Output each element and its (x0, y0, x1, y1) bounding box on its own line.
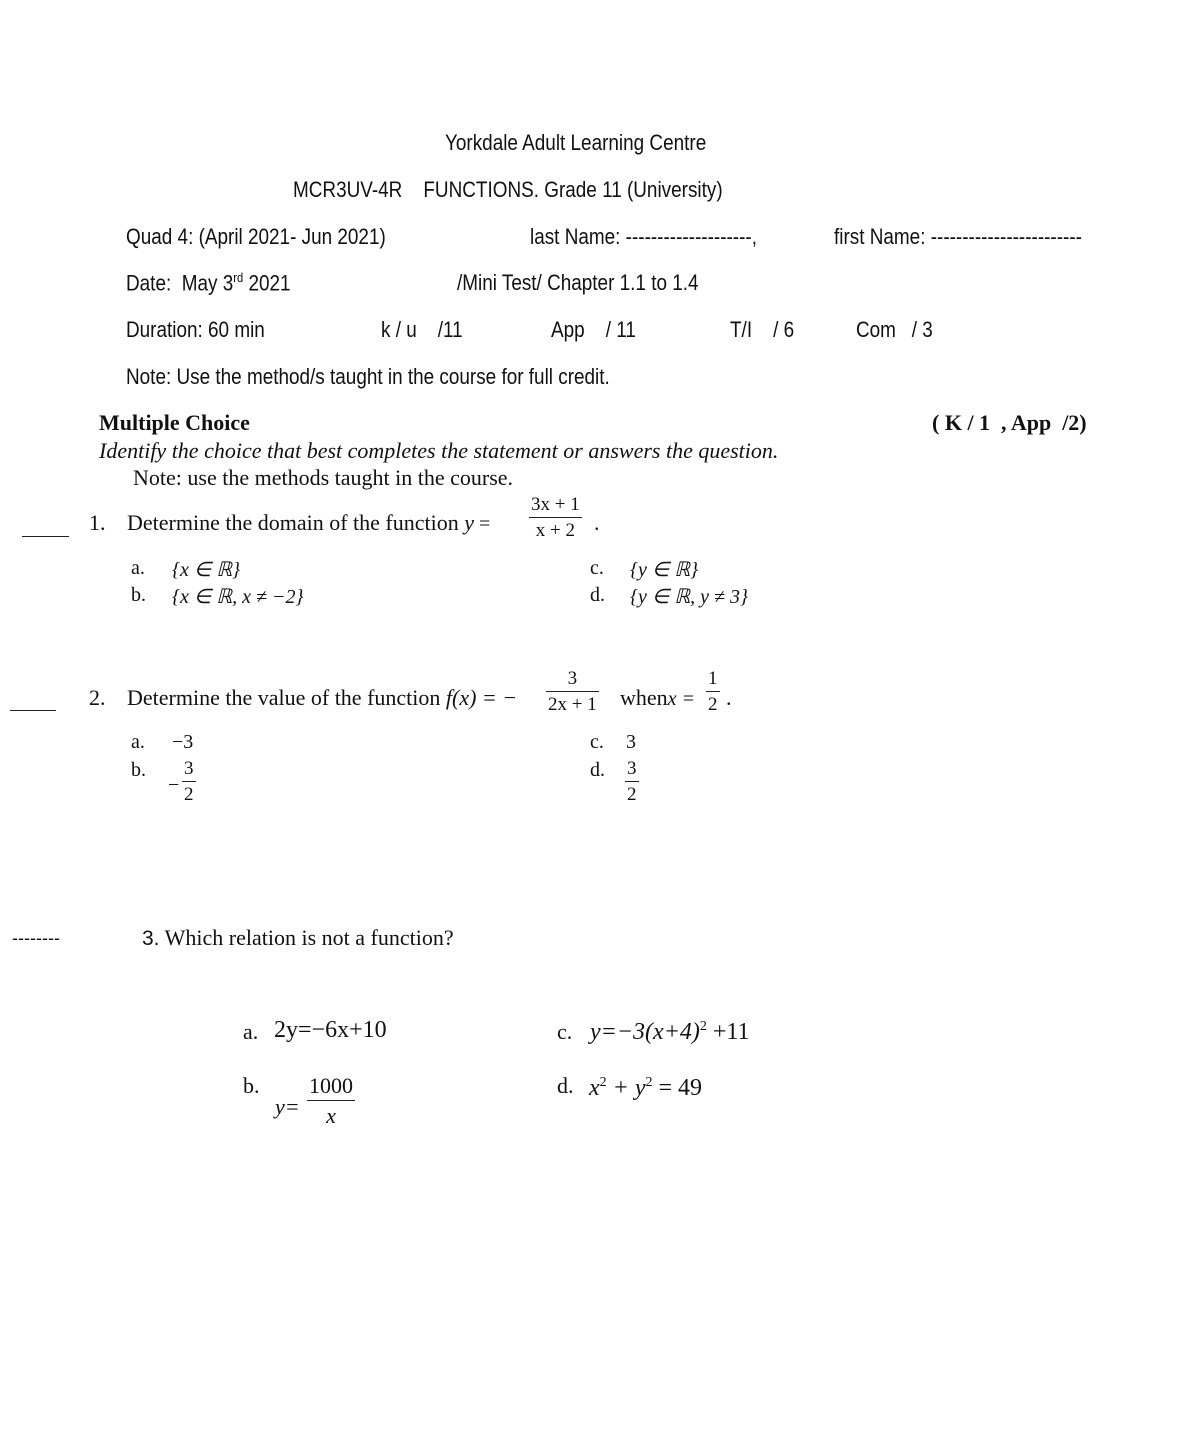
test-title: /Mini Test/ Chapter 1.1 to 1.4 (457, 270, 699, 295)
q3-option-d-label: d. (557, 1073, 574, 1098)
q2-option-a[interactable]: −3 (172, 731, 194, 753)
q2-option-d[interactable] (625, 758, 639, 806)
q3-question: Which relation is not a function? (159, 925, 454, 950)
q2-when (620, 685, 695, 711)
ti-marks: T/I / 6 (730, 317, 795, 342)
q3-option-c-label: c. (557, 1019, 573, 1044)
section-title: Multiple Choice (99, 410, 250, 435)
school-name: Yorkdale Adult Learning Centre (445, 130, 707, 155)
q3-option-c-tail: +11 (706, 1019, 750, 1045)
q1-number: 1. (89, 510, 106, 535)
q2-x-denominator: 2 (706, 691, 720, 716)
q3-number: 3. (142, 927, 160, 950)
q3-answer-blank[interactable]: -------- (12, 928, 60, 948)
ku-marks: k / u /11 (381, 317, 463, 342)
q2-option-c-label: c. (590, 731, 604, 753)
q1-option-b[interactable]: {x ∈ ℝ, x ≠ −2} (172, 586, 304, 608)
q3-option-d-exp2: 2 (645, 1075, 653, 1090)
section-instruction: Identify the choice that best completes the statement or answers the question. (99, 438, 779, 463)
q2-fraction (546, 668, 599, 716)
q2-question: Determine the value of the function (127, 685, 446, 710)
q2-option-b-sign: − (168, 774, 180, 796)
q1-question: Determine the domain of the function (127, 510, 465, 535)
q1-option-a[interactable]: {x ∈ ℝ} (172, 559, 241, 581)
q3-option-c[interactable] (590, 1019, 750, 1046)
course-title: MCR3UV-4R FUNCTIONS. Grade 11 (University) (293, 177, 723, 202)
quad-label: Quad 4: (April 2021- Jun 2021) (126, 224, 386, 249)
duration-label: Duration: 60 min (126, 317, 265, 342)
date-superscript: rd (233, 270, 244, 285)
q2-numerator: 3 (567, 668, 578, 689)
q1-denominator: x + 2 (529, 517, 582, 542)
q2-option-b-numerator: 3 (184, 758, 194, 779)
q1-option-b-label: b. (131, 584, 146, 606)
last-name-field[interactable]: last Name: --------------------, (530, 224, 757, 249)
section-note: Note: use the methods taught in the course. (133, 465, 514, 490)
q2-denominator: 2x + 1 (546, 691, 599, 716)
q1-option-a-label: a. (131, 557, 145, 579)
q2-option-b-label: b. (131, 759, 146, 781)
q3-option-d-exp1: 2 (599, 1075, 607, 1090)
q2-x-equals: x = (667, 688, 696, 710)
q1-period: . (594, 510, 600, 535)
date-prefix: Date: May 3 (126, 270, 234, 296)
q2-x-fraction (706, 668, 720, 716)
q2-x-numerator: 1 (708, 668, 718, 689)
q1-fraction (529, 494, 582, 542)
q3-option-b-lhs: y= (275, 1094, 300, 1119)
q2-option-b-denominator: 2 (182, 781, 196, 806)
q3-option-a-label: a. (243, 1019, 259, 1044)
q1-answer-blank[interactable] (22, 536, 69, 537)
q1-text (127, 510, 490, 536)
q3-option-b-numerator: 1000 (309, 1073, 353, 1098)
q1-option-c[interactable]: {y ∈ ℝ} (630, 559, 699, 581)
q3-option-c-expr: y=−3(x+4) (590, 1019, 700, 1045)
q2-option-c[interactable]: 3 (626, 731, 636, 753)
q2-option-a-label: a. (131, 731, 145, 753)
first-name-field[interactable]: first Name: ------------------------ (834, 224, 1082, 249)
q3-option-d-tail: = 49 (652, 1075, 703, 1101)
q1-var: y (464, 510, 474, 535)
q1-numerator: 3x + 1 (531, 494, 580, 515)
q1-equals: = (474, 513, 491, 535)
q2-option-d-label: d. (590, 759, 605, 781)
com-marks: Com / 3 (856, 317, 933, 342)
q3-option-d-mid: + y (606, 1075, 646, 1101)
q2-option-d-denominator: 2 (625, 781, 639, 806)
date-suffix: 2021 (243, 270, 291, 296)
q2-when-word: when (620, 685, 668, 710)
q2-fx: f(x) = − (445, 685, 518, 710)
app-marks: App / 11 (551, 317, 636, 342)
q3-option-c-exp: 2 (699, 1019, 707, 1034)
q3-option-d[interactable] (589, 1075, 702, 1102)
q2-number: 2. (89, 685, 106, 710)
q1-option-d-label: d. (590, 584, 605, 606)
q3-text (142, 925, 454, 951)
q2-option-d-numerator: 3 (627, 758, 637, 779)
q1-option-c-label: c. (590, 557, 604, 579)
q3-option-b[interactable] (307, 1073, 355, 1129)
q3-option-d-x: x (589, 1075, 600, 1101)
q3-option-b-label: b. (243, 1073, 260, 1098)
section-marks: ( K / 1 , App /2) (932, 410, 1087, 435)
q3-option-a[interactable]: 2y=−6x+10 (274, 1017, 387, 1043)
date-line (126, 270, 291, 296)
header-note: Note: Use the method/s taught in the course for full credit. (126, 364, 610, 389)
q2-option-b[interactable] (182, 758, 196, 806)
q2-answer-blank[interactable] (10, 710, 56, 711)
q2-text (127, 685, 517, 711)
q2-period: . (726, 685, 732, 710)
q3-option-b-denominator: x (307, 1100, 355, 1129)
q1-option-d[interactable]: {y ∈ ℝ, y ≠ 3} (630, 586, 748, 608)
